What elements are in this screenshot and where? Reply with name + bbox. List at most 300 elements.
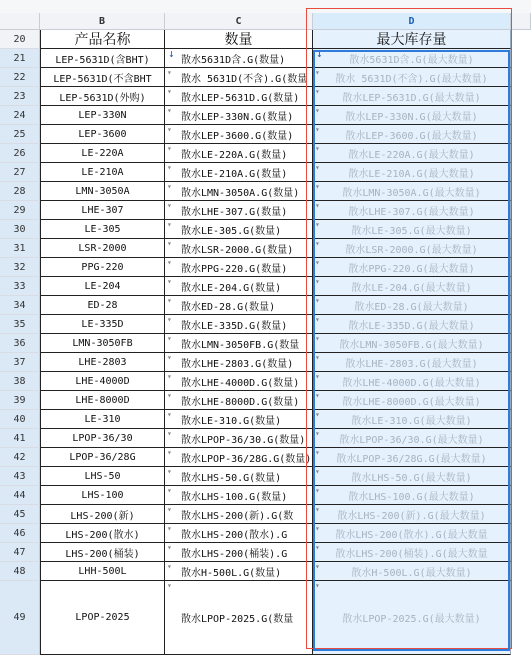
quantity-formula-cell[interactable] <box>165 201 313 220</box>
product-name-cell[interactable] <box>40 106 165 125</box>
row-number[interactable]: 35 <box>0 315 40 334</box>
max-stock-formula-cell[interactable] <box>313 543 511 562</box>
table-row <box>0 106 531 125</box>
comment-marker-icon: ▾ <box>167 258 172 267</box>
quantity-formula-cell[interactable] <box>165 49 313 68</box>
quantity-formula-cell-text: 散水LEP-3600.G(数量) <box>181 130 294 142</box>
product-name-cell-text: LHE-4000D <box>75 375 130 387</box>
comment-marker-icon: ▾ <box>315 448 320 457</box>
max-stock-formula-cell-text: 散水LE-210A.G(最大数量) <box>348 168 475 180</box>
max-stock-formula-cell-text: 散水ED-28.G(最大数量) <box>354 301 469 313</box>
comment-marker-icon: ▾ <box>167 486 172 495</box>
comment-marker-icon: ▾ <box>315 353 320 362</box>
comment-marker-icon: ▾ <box>167 125 172 134</box>
product-name-cell[interactable] <box>40 201 165 220</box>
quantity-formula-cell-text: 散水LHE-8000D.G(数量) <box>181 396 300 408</box>
column-header-d[interactable]: D <box>313 13 511 30</box>
quantity-formula-cell[interactable] <box>165 562 313 581</box>
comment-marker-icon: ▾ <box>315 429 320 438</box>
comment-marker-icon: ▾ <box>167 87 172 96</box>
max-stock-formula-cell[interactable] <box>313 277 511 296</box>
row-number[interactable]: 21 <box>0 49 40 68</box>
max-stock-formula-cell[interactable] <box>313 429 511 448</box>
product-name-cell[interactable] <box>40 524 165 543</box>
table-row <box>0 448 531 467</box>
comment-marker-icon: ▾ <box>167 448 172 457</box>
product-name-cell[interactable] <box>40 315 165 334</box>
product-name-cell-text: LMN-3050FB <box>72 337 133 349</box>
table-row <box>0 296 531 315</box>
comment-marker-icon: ▾ <box>315 505 320 514</box>
comment-marker-icon: ▾ <box>167 505 172 514</box>
product-name-cell-text: LHE-8000D <box>75 394 130 406</box>
comment-marker-icon: ▾ <box>315 391 320 400</box>
quantity-formula-cell-text: 散水LHE-2803.G(数量) <box>181 358 294 370</box>
product-name-cell[interactable] <box>40 87 165 106</box>
quantity-formula-cell[interactable] <box>165 68 313 87</box>
quantity-formula-cell[interactable] <box>165 353 313 372</box>
comment-marker-icon: ▾ <box>315 315 320 324</box>
max-stock-formula-cell[interactable] <box>313 315 511 334</box>
empty-cell[interactable] <box>511 239 531 258</box>
product-name-cell-text: LE-210A <box>81 166 124 178</box>
header-cell-max-stock[interactable]: 最大库存量 <box>313 30 511 49</box>
max-stock-formula-cell[interactable] <box>313 125 511 144</box>
table-row <box>0 239 531 258</box>
product-name-cell[interactable] <box>40 372 165 391</box>
empty-cell[interactable] <box>511 524 531 543</box>
product-name-cell-text: LHS-50 <box>84 470 121 482</box>
empty-cell[interactable] <box>511 353 531 372</box>
quantity-formula-cell-text: 散水 5631D(不含).G(数量 <box>181 73 308 85</box>
quantity-formula-cell-text: 散水LPOP-2025.G(数量 <box>181 614 294 625</box>
table-row <box>0 410 531 429</box>
row-number[interactable]: 34 <box>0 296 40 315</box>
table-row <box>0 182 531 201</box>
quantity-formula-cell[interactable] <box>165 410 313 429</box>
max-stock-formula-cell[interactable] <box>313 182 511 201</box>
row-number[interactable]: 45 <box>0 505 40 524</box>
table-row <box>0 467 531 486</box>
max-stock-formula-cell-text: 散水LHE-307.G(最大数量) <box>348 206 475 218</box>
max-stock-formula-cell-text: 散水LE-305.G(最大数量) <box>351 225 472 237</box>
empty-cell[interactable] <box>511 410 531 429</box>
quantity-formula-cell-text: 散水LMN-3050A.G(数量) <box>181 187 300 199</box>
table-row <box>0 524 531 543</box>
comment-marker-icon: ▾ <box>167 163 172 172</box>
quantity-formula-cell-text: 散水LHS-200(散水).G <box>181 529 288 541</box>
select-all-corner[interactable] <box>0 13 40 30</box>
table-row <box>0 372 531 391</box>
max-stock-formula-cell-text: 散水LPOP-2025.G(最大数量) <box>342 614 481 625</box>
comment-marker-icon: ▾ <box>167 562 172 571</box>
max-stock-formula-cell-text: 散水LHE-8000D.G(最大数量) <box>342 396 481 408</box>
quantity-formula-cell[interactable] <box>165 429 313 448</box>
quantity-formula-cell-text: 散水LE-220A.G(数量) <box>181 149 288 161</box>
row-number[interactable]: 49 <box>0 581 40 655</box>
max-stock-formula-cell-text: 散水LHE-2803.G(最大数量) <box>345 358 478 370</box>
comment-marker-icon: ▾ <box>167 372 172 381</box>
empty-cell[interactable] <box>511 258 531 277</box>
comment-marker-icon: ▾ <box>315 467 320 476</box>
table-row <box>0 220 531 239</box>
product-name-cell-text: LMN-3050A <box>75 185 130 197</box>
max-stock-formula-cell[interactable] <box>313 258 511 277</box>
row-number[interactable]: 30 <box>0 220 40 239</box>
quantity-formula-cell-text: 散水LHS-100.G(数量) <box>181 491 288 503</box>
quantity-formula-cell[interactable] <box>165 144 313 163</box>
empty-cell[interactable] <box>511 334 531 353</box>
comment-marker-icon: ▾ <box>315 125 320 134</box>
table-row <box>0 201 531 220</box>
quantity-formula-cell-text: 散水5631D含.G(数量) <box>181 54 286 66</box>
quantity-formula-cell[interactable] <box>165 524 313 543</box>
empty-cell[interactable] <box>511 581 531 655</box>
row-number[interactable]: 24 <box>0 106 40 125</box>
quantity-formula-cell[interactable] <box>165 581 313 655</box>
row-number[interactable]: 47 <box>0 543 40 562</box>
product-name-cell[interactable] <box>40 581 165 655</box>
max-stock-formula-cell-text: 散水LE-335D.G(最大数量) <box>348 320 475 332</box>
row-number[interactable]: 40 <box>0 410 40 429</box>
product-name-cell-text: LHS-200(桶装) <box>65 548 140 560</box>
table-row <box>0 49 531 68</box>
product-name-cell-text: LE-220A <box>81 147 124 159</box>
quantity-formula-cell[interactable] <box>165 258 313 277</box>
max-stock-formula-cell[interactable] <box>313 524 511 543</box>
product-name-cell-text: LE-310 <box>84 413 121 425</box>
quantity-formula-cell-text: 散水LMN-3050FB.G(数量 <box>181 339 300 351</box>
product-name-cell-text: LHS-200(散水) <box>65 529 140 541</box>
max-stock-formula-cell-text: 散水LE-204.G(最大数量) <box>351 282 472 294</box>
quantity-formula-cell[interactable] <box>165 125 313 144</box>
table-row <box>0 87 531 106</box>
quantity-formula-cell-text: 散水ED-28.G(数量) <box>181 301 276 313</box>
product-name-cell[interactable] <box>40 543 165 562</box>
quantity-formula-cell[interactable] <box>165 334 313 353</box>
product-name-cell[interactable] <box>40 391 165 410</box>
empty-cell[interactable] <box>511 467 531 486</box>
max-stock-formula-cell[interactable] <box>313 334 511 353</box>
max-stock-formula-cell-text: 散水5631D含.G(最大数量) <box>349 54 474 66</box>
empty-cell[interactable] <box>511 505 531 524</box>
product-name-cell[interactable] <box>40 182 165 201</box>
quantity-formula-cell[interactable] <box>165 106 313 125</box>
table-row <box>0 125 531 144</box>
row-number[interactable]: 36 <box>0 334 40 353</box>
comment-marker-icon: ▾ <box>315 87 320 96</box>
empty-cell[interactable] <box>511 372 531 391</box>
empty-cell[interactable] <box>511 87 531 106</box>
empty-cell[interactable] <box>511 49 531 68</box>
quantity-formula-cell[interactable] <box>165 315 313 334</box>
row-number[interactable]: 38 <box>0 372 40 391</box>
empty-cell[interactable] <box>511 125 531 144</box>
max-stock-formula-cell[interactable] <box>313 201 511 220</box>
table-row <box>0 258 531 277</box>
arrow-down-icon: ↓ <box>168 49 175 60</box>
quantity-formula-cell-text: 散水LE-335D.G(数量) <box>181 320 288 332</box>
quantity-formula-cell[interactable] <box>165 467 313 486</box>
quantity-formula-cell[interactable] <box>165 543 313 562</box>
product-name-cell[interactable] <box>40 353 165 372</box>
max-stock-formula-cell[interactable] <box>313 448 511 467</box>
max-stock-formula-cell[interactable] <box>313 410 511 429</box>
row-number[interactable]: 26 <box>0 144 40 163</box>
table-row <box>0 505 531 524</box>
row-number[interactable]: 46 <box>0 524 40 543</box>
cell-grid <box>0 30 531 655</box>
table-row <box>0 163 531 182</box>
product-name-cell[interactable] <box>40 334 165 353</box>
product-name-cell-text: LHS-200(新) <box>70 510 135 522</box>
max-stock-formula-cell[interactable] <box>313 296 511 315</box>
comment-marker-icon: ▾ <box>167 315 172 324</box>
product-name-cell-text: LE-335D <box>81 318 124 330</box>
quantity-formula-cell[interactable] <box>165 163 313 182</box>
product-name-cell-text: LEP-5631D(含BHT) <box>55 54 150 66</box>
quantity-formula-cell[interactable] <box>165 372 313 391</box>
table-row <box>0 353 531 372</box>
product-name-cell-text: ED-28 <box>87 299 118 311</box>
product-name-cell[interactable] <box>40 68 165 87</box>
table-row <box>0 277 531 296</box>
empty-cell[interactable] <box>511 182 531 201</box>
row-number[interactable]: 32 <box>0 258 40 277</box>
comment-marker-icon: ▾ <box>167 144 172 153</box>
max-stock-formula-cell-text: 散水LHS-200(新).G(最大数量) <box>337 510 486 522</box>
quantity-formula-cell-text: 散水LPOP-36/28G.G(数量) <box>181 453 312 465</box>
comment-marker-icon: ▾ <box>167 467 172 476</box>
max-stock-formula-cell-text: 散水LE-220A.G(最大数量) <box>348 149 475 161</box>
table-row <box>0 543 531 562</box>
row-number[interactable]: 22 <box>0 68 40 87</box>
max-stock-formula-cell[interactable] <box>313 220 511 239</box>
table-row <box>0 315 531 334</box>
product-name-cell[interactable] <box>40 220 165 239</box>
product-name-cell-text: LPOP-36/28G <box>69 451 136 463</box>
product-name-cell-text: LPOP-36/30 <box>72 432 133 444</box>
quantity-formula-cell[interactable] <box>165 448 313 467</box>
table-row <box>0 429 531 448</box>
max-stock-formula-cell[interactable] <box>313 163 511 182</box>
row-number[interactable]: 25 <box>0 125 40 144</box>
toolbar-strip <box>0 0 531 14</box>
comment-marker-icon: ▾ <box>315 220 320 229</box>
comment-marker-icon: ▾ <box>167 353 172 362</box>
quantity-formula-cell-text: 散水LE-310.G(数量) <box>181 415 282 427</box>
product-name-cell-text: LEP-5631D(外购) <box>59 92 146 104</box>
quantity-formula-cell[interactable] <box>165 220 313 239</box>
max-stock-formula-cell-text: 散水LMN-3050FB.G(最大数量) <box>339 339 484 351</box>
max-stock-formula-cell[interactable] <box>313 353 511 372</box>
quantity-formula-cell-text: 散水LHS-200(新).G(数 <box>181 510 294 522</box>
max-stock-formula-cell-text: 散水LHE-4000D.G(最大数量) <box>342 377 481 389</box>
comment-marker-icon: ▾ <box>315 410 320 419</box>
quantity-formula-cell-text: 散水LEP-5631D.G(数量) <box>181 92 300 104</box>
comment-marker-icon: ▾ <box>167 68 172 77</box>
product-name-cell-text: LPOP-2025 <box>75 612 130 623</box>
empty-cell[interactable] <box>511 201 531 220</box>
max-stock-formula-cell[interactable] <box>313 106 511 125</box>
product-name-cell[interactable] <box>40 429 165 448</box>
empty-cell[interactable] <box>511 220 531 239</box>
max-stock-formula-cell-text: 散水LPOP-36/30.G(最大数量) <box>339 434 484 446</box>
quantity-formula-cell-text: 散水LHE-307.G(数量) <box>181 206 288 218</box>
max-stock-formula-cell[interactable] <box>313 486 511 505</box>
empty-cell[interactable] <box>511 448 531 467</box>
empty-cell[interactable] <box>511 429 531 448</box>
row-number[interactable]: 43 <box>0 467 40 486</box>
column-header-b[interactable]: B <box>40 13 165 30</box>
comment-marker-icon: ▾ <box>315 163 320 172</box>
quantity-formula-cell-text: 散水LPOP-36/30.G(数量) <box>181 434 306 446</box>
column-header-c[interactable]: C <box>165 13 313 30</box>
row-number[interactable]: 39 <box>0 391 40 410</box>
quantity-formula-cell[interactable] <box>165 277 313 296</box>
max-stock-formula-cell[interactable] <box>313 372 511 391</box>
max-stock-formula-cell-text: 散水LEP-3600.G(最大数量) <box>345 130 478 142</box>
empty-cell[interactable] <box>511 163 531 182</box>
product-name-cell[interactable] <box>40 144 165 163</box>
row-number[interactable]: 33 <box>0 277 40 296</box>
empty-cell[interactable] <box>511 296 531 315</box>
quantity-formula-cell[interactable] <box>165 296 313 315</box>
max-stock-formula-cell-text: 散水LPOP-36/28G.G(最大数量) <box>336 453 487 465</box>
product-name-cell[interactable] <box>40 486 165 505</box>
empty-cell[interactable] <box>511 106 531 125</box>
empty-cell[interactable] <box>511 562 531 581</box>
product-name-cell[interactable] <box>40 258 165 277</box>
row-number[interactable]: 44 <box>0 486 40 505</box>
row-number[interactable]: 41 <box>0 429 40 448</box>
comment-marker-icon: ▾ <box>167 296 172 305</box>
max-stock-formula-cell-text: 散水LEP-5631D.G(最大数量) <box>342 92 481 104</box>
comment-marker-icon: ▾ <box>315 182 320 191</box>
product-name-cell[interactable] <box>40 277 165 296</box>
product-name-cell-text: LEP-3600 <box>78 128 127 140</box>
table-row <box>0 391 531 410</box>
empty-cell[interactable] <box>511 543 531 562</box>
empty-cell[interactable] <box>511 486 531 505</box>
max-stock-formula-cell-text: 散水LMN-3050A.G(最大数量) <box>342 187 481 199</box>
row-number[interactable]: 37 <box>0 353 40 372</box>
max-stock-formula-cell[interactable] <box>313 144 511 163</box>
arrow-down-icon: ↓ <box>316 49 323 60</box>
comment-marker-icon: ▾ <box>167 524 172 533</box>
table-header-row <box>0 30 531 49</box>
comment-marker-icon: ▾ <box>315 581 320 590</box>
comment-marker-icon: ▾ <box>315 562 320 571</box>
quantity-formula-cell[interactable] <box>165 505 313 524</box>
row-number[interactable]: 27 <box>0 163 40 182</box>
product-name-cell[interactable] <box>40 125 165 144</box>
max-stock-formula-cell[interactable] <box>313 87 511 106</box>
product-name-cell[interactable] <box>40 49 165 68</box>
empty-cell[interactable] <box>511 68 531 87</box>
max-stock-formula-cell[interactable] <box>313 391 511 410</box>
row-number[interactable]: 31 <box>0 239 40 258</box>
product-name-cell[interactable] <box>40 296 165 315</box>
comment-marker-icon: ▾ <box>315 106 320 115</box>
max-stock-formula-cell[interactable] <box>313 467 511 486</box>
header-cell-product-name[interactable]: 产品名称 <box>40 30 165 49</box>
quantity-formula-cell[interactable] <box>165 486 313 505</box>
table-row <box>0 562 531 581</box>
product-name-cell[interactable] <box>40 505 165 524</box>
comment-marker-icon: ▾ <box>315 334 320 343</box>
max-stock-formula-cell[interactable] <box>313 49 511 68</box>
comment-marker-icon: ▾ <box>315 524 320 533</box>
empty-cell[interactable] <box>511 391 531 410</box>
product-name-cell-text: PPG-220 <box>81 261 124 273</box>
row-number[interactable]: 29 <box>0 201 40 220</box>
product-name-cell[interactable] <box>40 239 165 258</box>
product-name-cell-text: LEP-330N <box>78 109 127 121</box>
comment-marker-icon: ▾ <box>315 486 320 495</box>
empty-cell[interactable] <box>511 144 531 163</box>
max-stock-formula-cell[interactable] <box>313 505 511 524</box>
row-number[interactable]: 20 <box>0 30 40 49</box>
row-number[interactable]: 23 <box>0 87 40 106</box>
product-name-cell[interactable] <box>40 410 165 429</box>
empty-cell[interactable] <box>511 30 531 49</box>
column-header-e[interactable] <box>511 13 531 30</box>
max-stock-formula-cell-text: 散水LHS-200(散水).G(最大数量 <box>335 529 488 541</box>
max-stock-formula-cell[interactable] <box>313 239 511 258</box>
product-name-cell-text: LE-305 <box>84 223 121 235</box>
comment-marker-icon: ▾ <box>167 543 172 552</box>
comment-marker-icon: ▾ <box>167 239 172 248</box>
product-name-cell[interactable] <box>40 163 165 182</box>
table-row <box>0 144 531 163</box>
product-name-cell[interactable] <box>40 562 165 581</box>
comment-marker-icon: ▾ <box>167 429 172 438</box>
product-name-cell[interactable] <box>40 467 165 486</box>
product-name-cell-text: LHH-500L <box>78 565 127 577</box>
quantity-formula-cell[interactable] <box>165 87 313 106</box>
quantity-formula-cell-text: 散水PPG-220.G(数量) <box>181 263 288 275</box>
header-cell-quantity[interactable]: 数量 <box>165 30 313 49</box>
product-name-cell-text: LHS-100 <box>81 489 124 501</box>
max-stock-formula-cell[interactable] <box>313 581 511 655</box>
product-name-cell-text: LE-204 <box>84 280 121 292</box>
table-row <box>0 486 531 505</box>
product-name-cell[interactable] <box>40 448 165 467</box>
comment-marker-icon: ▾ <box>167 277 172 286</box>
row-number[interactable]: 28 <box>0 182 40 201</box>
max-stock-formula-cell[interactable] <box>313 562 511 581</box>
empty-cell[interactable] <box>511 277 531 296</box>
row-number[interactable]: 48 <box>0 562 40 581</box>
quantity-formula-cell[interactable] <box>165 239 313 258</box>
quantity-formula-cell[interactable] <box>165 391 313 410</box>
row-number[interactable]: 42 <box>0 448 40 467</box>
quantity-formula-cell-text: 散水LSR-2000.G(数量) <box>181 244 294 256</box>
quantity-formula-cell-text: 散水H-500L.G(数量) <box>181 567 282 579</box>
comment-marker-icon: ▾ <box>167 391 172 400</box>
comment-marker-icon: ▾ <box>315 68 320 77</box>
max-stock-formula-cell[interactable] <box>313 68 511 87</box>
comment-marker-icon: ▾ <box>167 581 172 590</box>
comment-marker-icon: ▾ <box>315 144 320 153</box>
empty-cell[interactable] <box>511 315 531 334</box>
quantity-formula-cell[interactable] <box>165 182 313 201</box>
max-stock-formula-cell-text: 散水LHS-100.G(最大数量) <box>348 491 475 503</box>
max-stock-formula-cell-text: 散水PPG-220.G(最大数量) <box>348 263 475 275</box>
quantity-formula-cell-text: 散水LE-210A.G(数量) <box>181 168 288 180</box>
max-stock-formula-cell-text: 散水LHS-50.G(最大数量) <box>351 472 472 484</box>
